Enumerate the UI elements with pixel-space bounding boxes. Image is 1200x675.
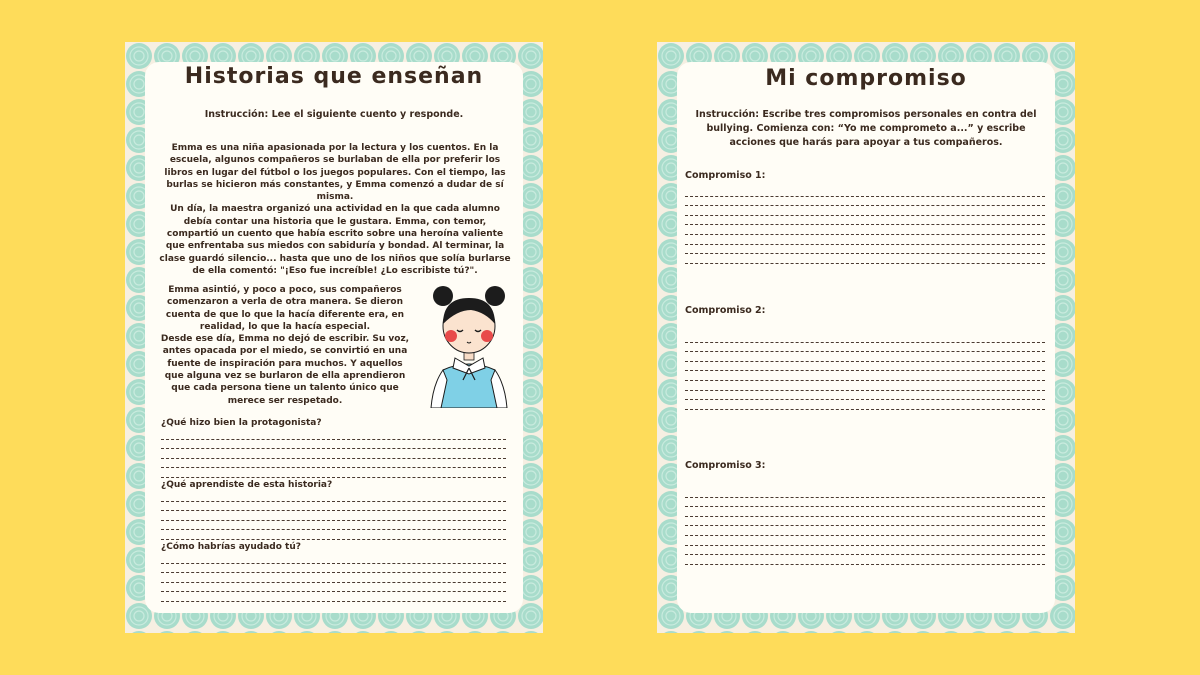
question-3: ¿Cómo habrías ayudado tú? [161, 542, 301, 552]
commitment-label-2: Compromiso 2: [685, 305, 766, 316]
story-paragraphs-top [157, 142, 513, 277]
girl-with-buns-icon [423, 284, 515, 408]
commitment-label-3: Compromiso 3: [685, 460, 766, 471]
story-paragraph: Un día, la maestra organizó una actividad en la que cada alumno debía contar una historia que le gustara. Emma, con temor, compartió un cuento que había escrito sobre una heroína valiente que enfrentaba sus miedos con sabiduría y bondad. Al terminar, la clase guardó silencio... hasta que uno de los niños que solía burlarse de ella comentó: "¡Eso fue increíble! ¿Lo escribiste tú?". [159, 204, 511, 276]
commitment-lines-3[interactable] [685, 488, 1045, 565]
story-worksheet [125, 42, 543, 633]
answer-lines-3[interactable] [161, 554, 506, 602]
instruction-text: Instrucción: Escribe tres compromisos personales en contra del bullying. Comienza con: “Yo me comprometo a...” y escribe acciones que harás para apoyar a tus compañeros. [695, 109, 1037, 148]
commitment-worksheet [657, 42, 1075, 633]
commitment-lines-2[interactable] [685, 333, 1045, 410]
instruction-text: Instrucción: Lee el siguiente cuento y responde. [204, 109, 464, 120]
story-paragraphs-bottom [157, 284, 413, 407]
commitment-lines-1[interactable] [685, 187, 1045, 264]
question-2: ¿Qué aprendiste de esta historia? [161, 480, 333, 490]
question-1: ¿Qué hizo bien la protagonista? [161, 418, 322, 428]
story-paragraph: Desde ese día, Emma no dejó de escribir. Su voz, antes opacada por el miedo, se convirtió en una fuente de inspiración para muchos. Y aquellos que alguna vez se burlaron de ella aprendieron que cada persona tiene un talento único que merece ser respetado. [160, 334, 410, 406]
story-paragraph: Emma asintió, y poco a poco, sus compañeros comenzaron a verla de otra manera. Se dieron cuenta de que lo que la hacía diferente era, en realidad, lo que la hacía especial. [165, 285, 405, 332]
story-paragraph: Emma es una niña apasionada por la lectura y los cuentos. En la escuela, algunos compañeros se burlaban de ella por preferir los libros en lugar del fútbol o los juegos populares. Con el tiempo, las burlas se hicieron más constantes, y Emma comenzó a dudar de sí misma. [164, 143, 506, 203]
page-title: Mi compromiso [765, 66, 967, 91]
commitment-label-1: Compromiso 1: [685, 170, 766, 181]
answer-lines-1[interactable] [161, 430, 506, 478]
page-title: Historias que enseñan [184, 64, 484, 89]
answer-lines-2[interactable] [161, 492, 506, 540]
